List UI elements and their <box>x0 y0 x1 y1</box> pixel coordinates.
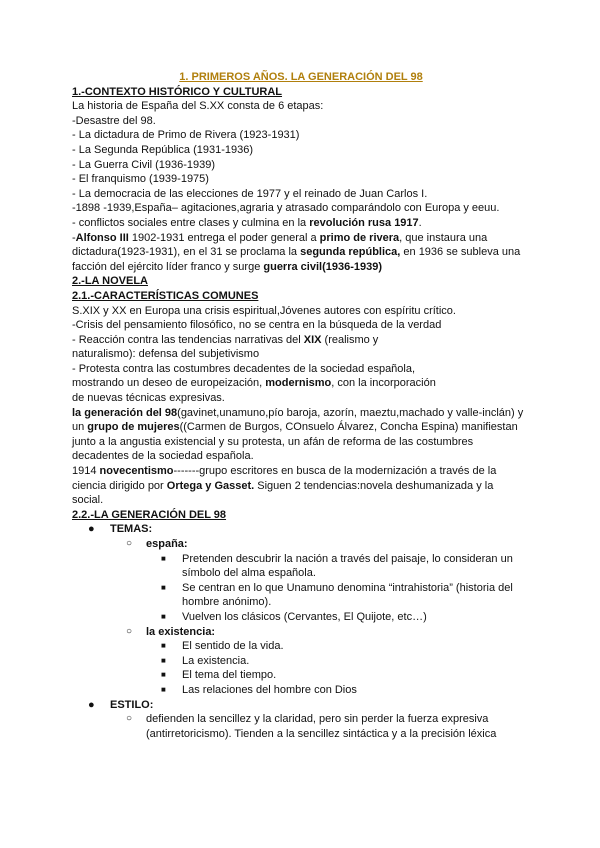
paragraph-line: dictadura(1923-1931), en el 31 se proclama la segunda república, en 1936 se subleva una <box>72 246 521 259</box>
bullet-icon: ● <box>88 698 95 711</box>
section-heading-caracteristicas: 2.1.-CARACTERÍSTICAS COMUNES <box>72 289 259 302</box>
paragraph-line: - La Segunda República (1931-1936) <box>72 143 254 156</box>
list-item-temas: ● TEMAS: <box>88 523 153 536</box>
paragraph-line: mostrando un deseo de europeización, modernismo, con la incorporación <box>72 377 436 390</box>
paragraph-line: - Protesta contra las costumbres decadentes de la sociedad española, <box>72 362 416 375</box>
list-item: ■ Se centran en lo que Unamuno denomina “intrahistoria” (historia del hombre anónimo). <box>161 581 513 609</box>
section-heading-novela: 2.-LA NOVELA <box>72 275 148 288</box>
circle-bullet-icon: ○ <box>126 713 133 725</box>
section-heading-contexto: 1.-CONTEXTO HISTÓRICO Y CULTURAL <box>72 85 283 98</box>
paragraph-line: - El franquismo (1939-1975) <box>72 173 209 186</box>
paragraph-line: -Crisis del pensamiento filosófico, no se centra en la búsqueda de la verdad <box>72 319 442 332</box>
list-item: ■ Vuelven los clásicos (Cervantes, El Quijote, etc…) <box>161 610 427 623</box>
list-item: ■ Las relaciones del hombre con Dios <box>161 683 357 696</box>
list-item: ■ Pretenden descubrir la nación a través del paisaje, lo consideran un símbolo del alma española. <box>161 552 513 580</box>
paragraph-line: junto a la angustia existencial y su protesta, un afán de reforma de las costumbres <box>72 435 474 448</box>
paragraph-line: la generación del 98(gavinet,unamuno,pío baroja, azorín, maeztu,machado y valle-inclán) y <box>72 406 524 419</box>
square-bullet-icon: ■ <box>161 553 166 563</box>
paragraph-line: - La democracia de las elecciones de 1977 y el reinado de Juan Carlos I. <box>72 187 428 200</box>
paragraph-line: ciencia dirigido por Ortega y Gasset. Siguen 2 tendencias:novela deshumanizada y la <box>72 479 494 492</box>
section-heading-generacion: 2.2.-LA GENERACIÓN DEL 98 <box>72 508 227 521</box>
bullet-icon: ● <box>88 523 95 536</box>
paragraph-line: decadentes de la sociedad española. <box>72 450 254 463</box>
outline-list <box>72 522 530 741</box>
paragraph-line: social. <box>72 494 104 507</box>
square-bullet-icon: ■ <box>161 655 166 665</box>
paragraph-line: La historia de España del S.XX consta de 6 etapas: <box>72 100 324 113</box>
circle-bullet-icon: ○ <box>126 625 133 637</box>
square-bullet-icon: ■ <box>161 670 166 680</box>
list-item: ○ defienden la sencillez y la claridad, pero sin perder la fuerza expresiva (antirretoricismo). Tienden a la sencillez sintáctica y a la precisión léxica <box>126 713 497 740</box>
square-bullet-icon: ■ <box>161 582 166 592</box>
square-bullet-icon: ■ <box>161 641 166 651</box>
paragraph-line: - La Guerra Civil (1936-1939) <box>72 158 216 171</box>
circle-bullet-icon: ○ <box>126 538 133 549</box>
list-item: ■ La existencia. <box>161 654 250 667</box>
list-item-existencia: ○ la existencia: <box>126 625 216 638</box>
paragraph-line: 1914 novecentismo-------grupo escritores en busca de la modernización a través de la <box>72 465 497 478</box>
list-item-estilo: ● ESTILO: <box>88 698 154 711</box>
square-bullet-icon: ■ <box>161 611 166 621</box>
list-item: ■ El sentido de la vida. <box>161 640 284 653</box>
list-item: ■ El tema del tiempo. <box>161 669 277 682</box>
paragraph-line: -Desastre del 98. <box>72 114 156 127</box>
paragraph-line: facción del ejército líder franco y surge guerra civil(1936-1939) <box>72 260 383 273</box>
paragraph-line: de nuevas técnicas expresivas. <box>72 392 225 405</box>
list-item-espana: ○ españa: <box>126 538 188 550</box>
paragraph-line: - conflictos sociales entre clases y culmina en la revolución rusa 1917. <box>72 216 422 229</box>
document-title: 1. PRIMEROS AÑOS. LA GENERACIÓN DEL 98 <box>179 71 423 83</box>
square-bullet-icon: ■ <box>161 684 166 694</box>
paragraph-line: - La dictadura de Primo de Rivera (1923-1931) <box>72 129 300 142</box>
paragraph-line: -Alfonso III 1902-1931 entrega el poder general a primo de rivera, que instaura una <box>72 231 488 244</box>
paragraph-line: S.XIX y XX en Europa una crisis espiritual,Jóvenes autores con espíritu crítico. <box>72 304 456 317</box>
paragraph-line: -1898 -1939,España– agitaciones,agraria y atrasado comparándolo con Europa y eeuu. <box>72 202 500 215</box>
paragraph-line: naturalismo): defensa del subjetivismo <box>72 348 260 361</box>
paragraph-line: un grupo de mujeres((Carmen de Burgos, COnsuelo Álvarez, Concha Espina) manifiestan <box>72 421 518 434</box>
paragraph-line: - Reacción contra las tendencias narrativas del XIX (realismo y <box>72 333 379 346</box>
